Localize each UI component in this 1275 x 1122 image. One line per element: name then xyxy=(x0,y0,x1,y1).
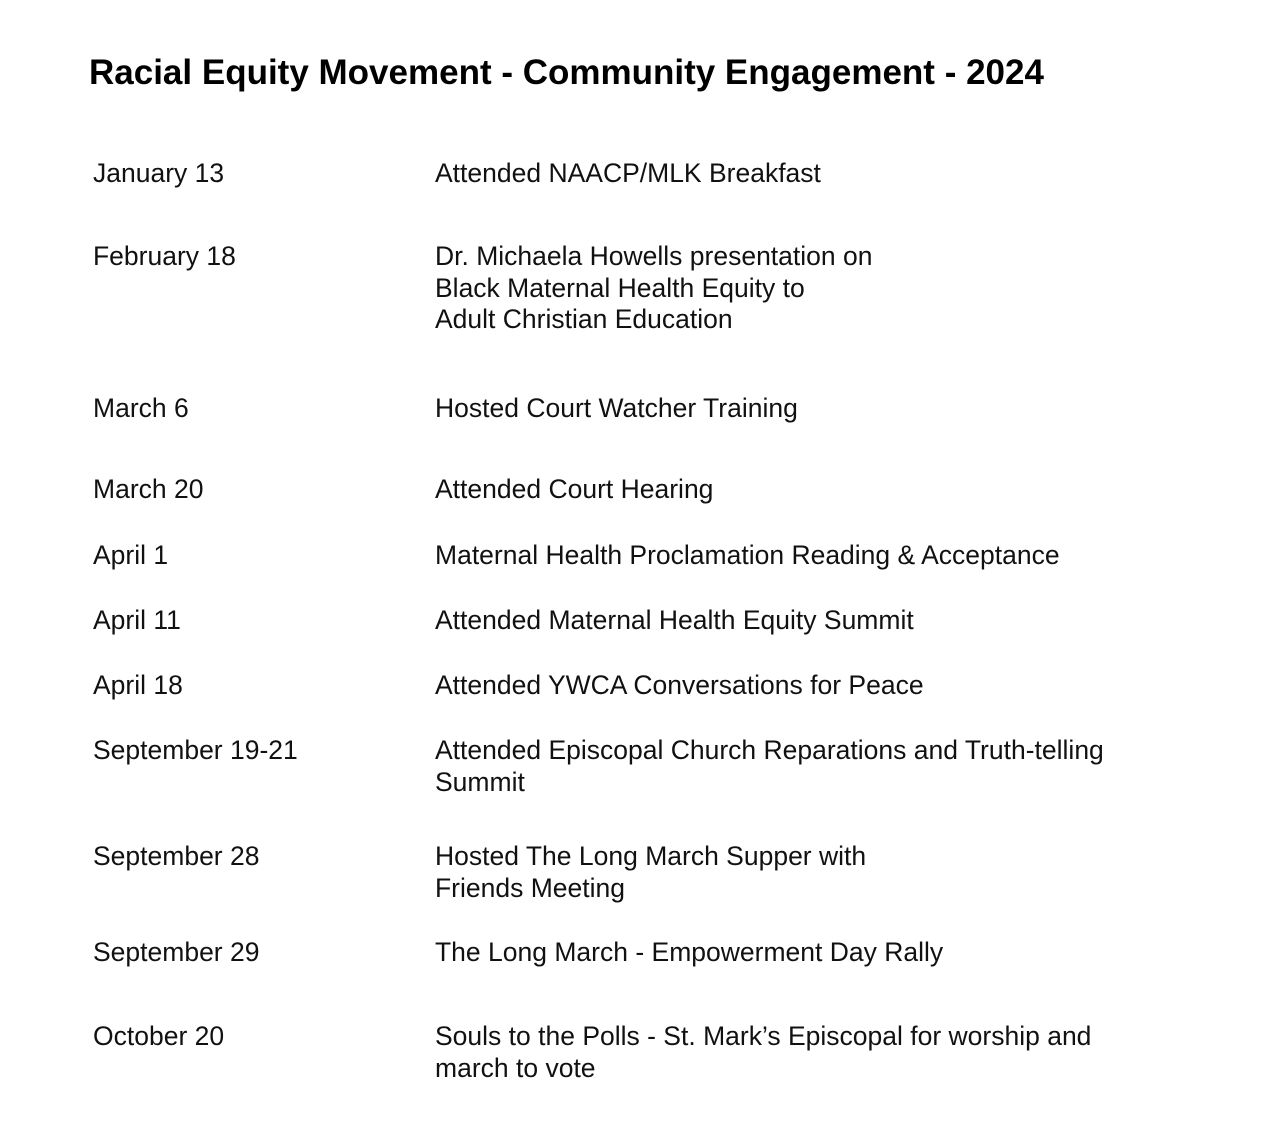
event-description-line: Souls to the Polls - St. Mark’s Episcopal for worship and xyxy=(435,1021,1092,1051)
event-description-line: Dr. Michaela Howells presentation on xyxy=(435,241,873,271)
event-description xyxy=(435,735,1235,798)
event-description-line: The Long March - Empowerment Day Rally xyxy=(435,937,944,967)
event-description xyxy=(435,1021,1235,1084)
event-description xyxy=(435,241,1235,336)
event-date: February 18 xyxy=(93,241,236,271)
event-date: March 20 xyxy=(93,474,204,504)
event-date: September 19-21 xyxy=(93,735,298,765)
event-description-line: Hosted The Long March Supper with xyxy=(435,841,867,871)
event-date: March 6 xyxy=(93,393,189,423)
event-description xyxy=(435,937,1235,969)
event-description xyxy=(435,158,1235,190)
event-description xyxy=(435,393,1235,425)
event-date: January 13 xyxy=(93,158,225,188)
event-description xyxy=(435,540,1235,572)
event-date: April 1 xyxy=(93,540,169,570)
event-description-line: Adult Christian Education xyxy=(435,304,733,334)
event-description xyxy=(435,841,1235,904)
event-description-line: Hosted Court Watcher Training xyxy=(435,393,798,423)
event-description-line: Black Maternal Health Equity to xyxy=(435,272,805,303)
event-date: April 11 xyxy=(93,605,181,635)
event-description-line: Maternal Health Proclamation Reading & Acceptance xyxy=(435,540,1060,570)
event-description xyxy=(435,670,1235,702)
event-date: October 20 xyxy=(93,1021,225,1051)
event-description-line: Friends Meeting xyxy=(435,872,626,903)
page-title: Racial Equity Movement - Community Engagement - 2024 xyxy=(89,53,1044,92)
event-description-line: Attended Court Hearing xyxy=(435,474,714,504)
event-description-line: Attended YWCA Conversations for Peace xyxy=(435,670,924,700)
event-description-line: Attended Maternal Health Equity Summit xyxy=(435,605,914,635)
event-description-line: march to vote xyxy=(435,1052,596,1083)
event-description-line: Summit xyxy=(435,766,525,797)
event-date: September 28 xyxy=(93,841,260,871)
event-description-line: Attended Episcopal Church Reparations and Truth-telling xyxy=(435,735,1104,765)
event-description-line: Attended NAACP/MLK Breakfast xyxy=(435,158,821,188)
event-date: September 29 xyxy=(93,937,260,967)
event-description xyxy=(435,474,1235,506)
event-description xyxy=(435,605,1235,637)
event-date: April 18 xyxy=(93,670,183,700)
